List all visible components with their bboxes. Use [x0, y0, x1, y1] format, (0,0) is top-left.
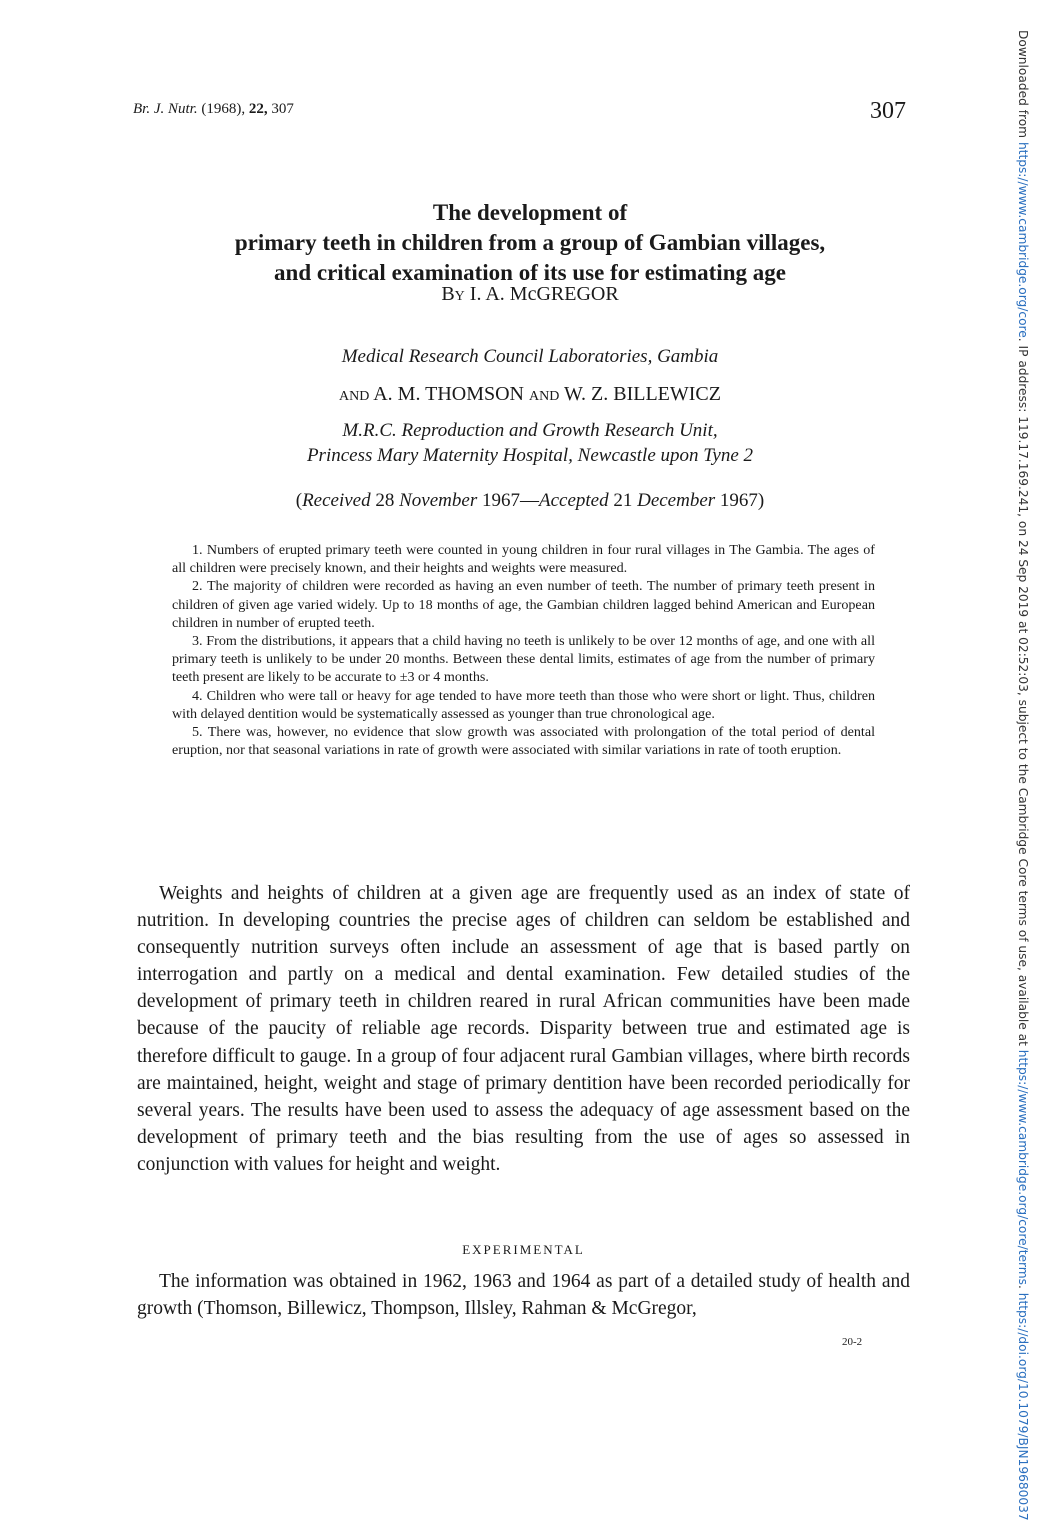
experimental-paragraph: The information was obtained in 1962, 1963 and 1964 as part of a detailed study of health and growth (Thomson, Billewicz, Thompson, Illsley, Rahman & McGregor, — [137, 1271, 910, 1320]
notice-text: Downloaded from — [1016, 30, 1030, 142]
abstract-summary — [172, 541, 875, 759]
terms-link[interactable]: https://www.cambridge.org/core/terms — [1016, 1049, 1030, 1285]
page-number: 307 — [870, 98, 906, 124]
summary-point: 4. Children who were tall or heavy for age tended to have more teeth than those who were short or light. Thus, children with delayed dentition would be systematically assessed as younger than true chronological age. — [172, 687, 875, 722]
introduction-paragraph: Weights and heights of children at a given age are frequently used as an index of state of nutrition. In developing countries the precise ages of children can seldom be established and consequently nutrition surveys often include an assessment of age that is based partly on interrogation and partly on a medical and dental examination. Few detailed studies of the development of primary teeth in children reared in rural African communities have been made because of the paucity of reliable age records. Disparity between true and estimated age is therefore difficult to gauge. In a group of four adjacent rural Gambian villages, where birth records are maintained, height, weight and stage of primary dentition have been recorded periodically for several years. The results have been used to assess the adequacy of age assessment based on the development of primary teeth and the bias resulting from the use of ages so assessed in conjunction with values for height and weight. — [137, 883, 910, 1175]
affiliation-line: Princess Mary Maternity Hospital, Newcastle upon Tyne 2 — [306, 445, 754, 466]
title-line: and critical examination of its use for estimating age — [274, 260, 786, 285]
dash: — — [519, 490, 539, 511]
journal-year: (1968), — [201, 101, 246, 117]
introduction-section — [137, 880, 910, 1178]
received-year: 1967 — [477, 490, 520, 511]
notice-text: . — [1016, 1285, 1030, 1293]
and-label: and — [529, 383, 560, 405]
summary-point: 5. There was, however, no evidence that slow growth was associated with prolongation of the total period of dental eruption, nor that seasonal variations in rate of growth were associated with similar variations in rate of tooth eruption. — [172, 724, 875, 759]
title-line: primary teeth in children from a group of Gambian villages, — [234, 230, 826, 255]
title-line: The development of — [432, 200, 628, 225]
co-authors-line — [140, 383, 920, 406]
journal-volume: 22, — [248, 101, 268, 117]
first-affiliation: Medical Research Council Laboratories, Gambia — [341, 346, 719, 367]
running-head — [133, 101, 294, 118]
summary-point: 3. From the distributions, it appears that a child having no teeth is unlikely to be over 12 months of age, and one with all primary teeth is unlikely to be under 20 months. Between these dental limits, estimates of age from the number of primary teeth present are likely to be accurate to ±3 or 4 months. — [172, 633, 875, 686]
accepted-year: 1967 — [715, 490, 758, 511]
cambridge-core-link[interactable]: https://www.cambridge.org/core — [1016, 141, 1030, 338]
first-author: I. A. McGREGOR — [469, 283, 619, 305]
article-title — [140, 198, 920, 288]
third-author: W. Z. BILLEWICZ — [563, 383, 721, 405]
experimental-section — [137, 1268, 910, 1322]
summary-point: 2. The majority of children were recorded as having an even number of teeth. The number of primary teeth present in children of given age varied widely. Up to 18 months of age, the Gambian children lagged behind American and European children in number of erupted teeth. — [172, 578, 875, 631]
first-author-line — [140, 283, 920, 306]
signature-mark: 20-2 — [842, 1336, 863, 1348]
accepted-day: 21 — [608, 490, 638, 511]
accepted-label: Accepted — [538, 490, 609, 511]
second-affiliation — [140, 418, 920, 468]
paren-open: ( — [295, 490, 303, 511]
accepted-month: December — [637, 490, 716, 511]
summary-point: 1. Numbers of erupted primary teeth were counted in young children in four rural villages in The Gambia. The ages of all children were precisely known, and their heights and weights were measured. — [172, 542, 875, 577]
download-notice — [1016, 30, 1030, 1521]
received-label: Received — [302, 490, 371, 511]
paren-close: ) — [757, 490, 765, 511]
received-accepted-dates — [140, 490, 920, 512]
journal-page-ref: 307 — [271, 101, 294, 117]
and-label: and — [338, 383, 370, 405]
received-day: 28 — [370, 490, 400, 511]
section-heading-experimental: EXPERIMENTAL — [462, 1242, 585, 1257]
notice-text: . IP address: 119.17.169.241, on 24 Sep 2019 at 02:52:03, subject to the Cambridge Core terms of use, available at — [1016, 337, 1030, 1050]
affiliation-line: M.R.C. Reproduction and Growth Research Unit, — [342, 420, 718, 441]
doi-link[interactable]: https://doi.org/10.1079/BJN19680037 — [1016, 1292, 1030, 1521]
by-label: By — [441, 283, 465, 305]
received-month: November — [399, 490, 478, 511]
journal-abbrev: Br. J. Nutr. — [133, 101, 198, 117]
second-author: A. M. THOMSON — [373, 383, 524, 405]
